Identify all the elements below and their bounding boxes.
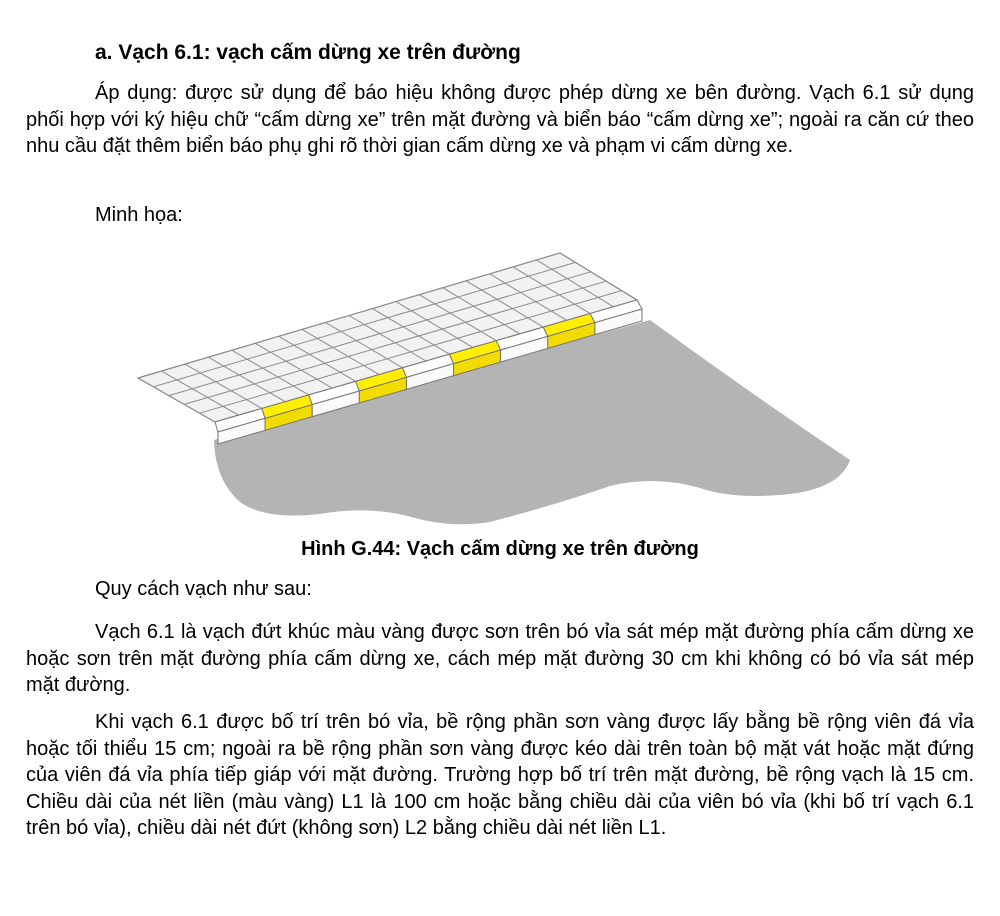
spec-label: Quy cách vạch như sau: — [95, 578, 312, 600]
application-paragraph: Áp dụng: được sử dụng để báo hiệu không được phép dừng xe bên đường. Vạch 6.1 sử dụng phối hợp với ký hiệu chữ “cấm dừng xe” trên mặt đường và biển báo “cấm dừng xe”; ngoài ra căn cứ theo nhu cầu đặt thêm biển báo phụ ghi rõ thời gian cấm dừng xe và phạm vi cấm dừng xe. — [26, 82, 974, 157]
curb-marking-illustration — [130, 245, 860, 530]
section-heading: a. Vạch 6.1: vạch cấm dừng xe trên đường — [95, 41, 521, 64]
spec-paragraph-2: Khi vạch 6.1 được bố trí trên bó vỉa, bề rộng phần sơn vàng được lấy bằng bề rộng viên đá vỉa hoặc tối thiểu 15 cm; ngoài ra bề rộng phần sơn vàng được kéo dài trên toàn bộ mặt vát hoặc mặt đứng của viên đá vỉa phía tiếp giáp với mặt đường. Trường hợp bố trí trên mặt đường, bề rộng vạch là 15 cm. Chiều dài của nét liền (màu vàng) L1 là 100 cm hoặc bằng chiều dài của viên bó vỉa (khi bố trí vạch 6.1 trên bó vỉa), chiều dài nét đứt (không sơn) L2 bằng chiều dài nét liền L1. — [26, 711, 974, 839]
illustration-label: Minh họa: — [95, 204, 183, 226]
spec-paragraph-1: Vạch 6.1 là vạch đứt khúc màu vàng được sơn trên bó vỉa sát mép mặt đường phía cấm dừng xe hoặc sơn trên mặt đường phía cấm dừng xe, cách mép mặt đường 30 cm khi không có bó vỉa sát mép mặt đường. — [26, 621, 974, 696]
figure-caption: Hình G.44: Vạch cấm dừng xe trên đường — [301, 538, 699, 560]
